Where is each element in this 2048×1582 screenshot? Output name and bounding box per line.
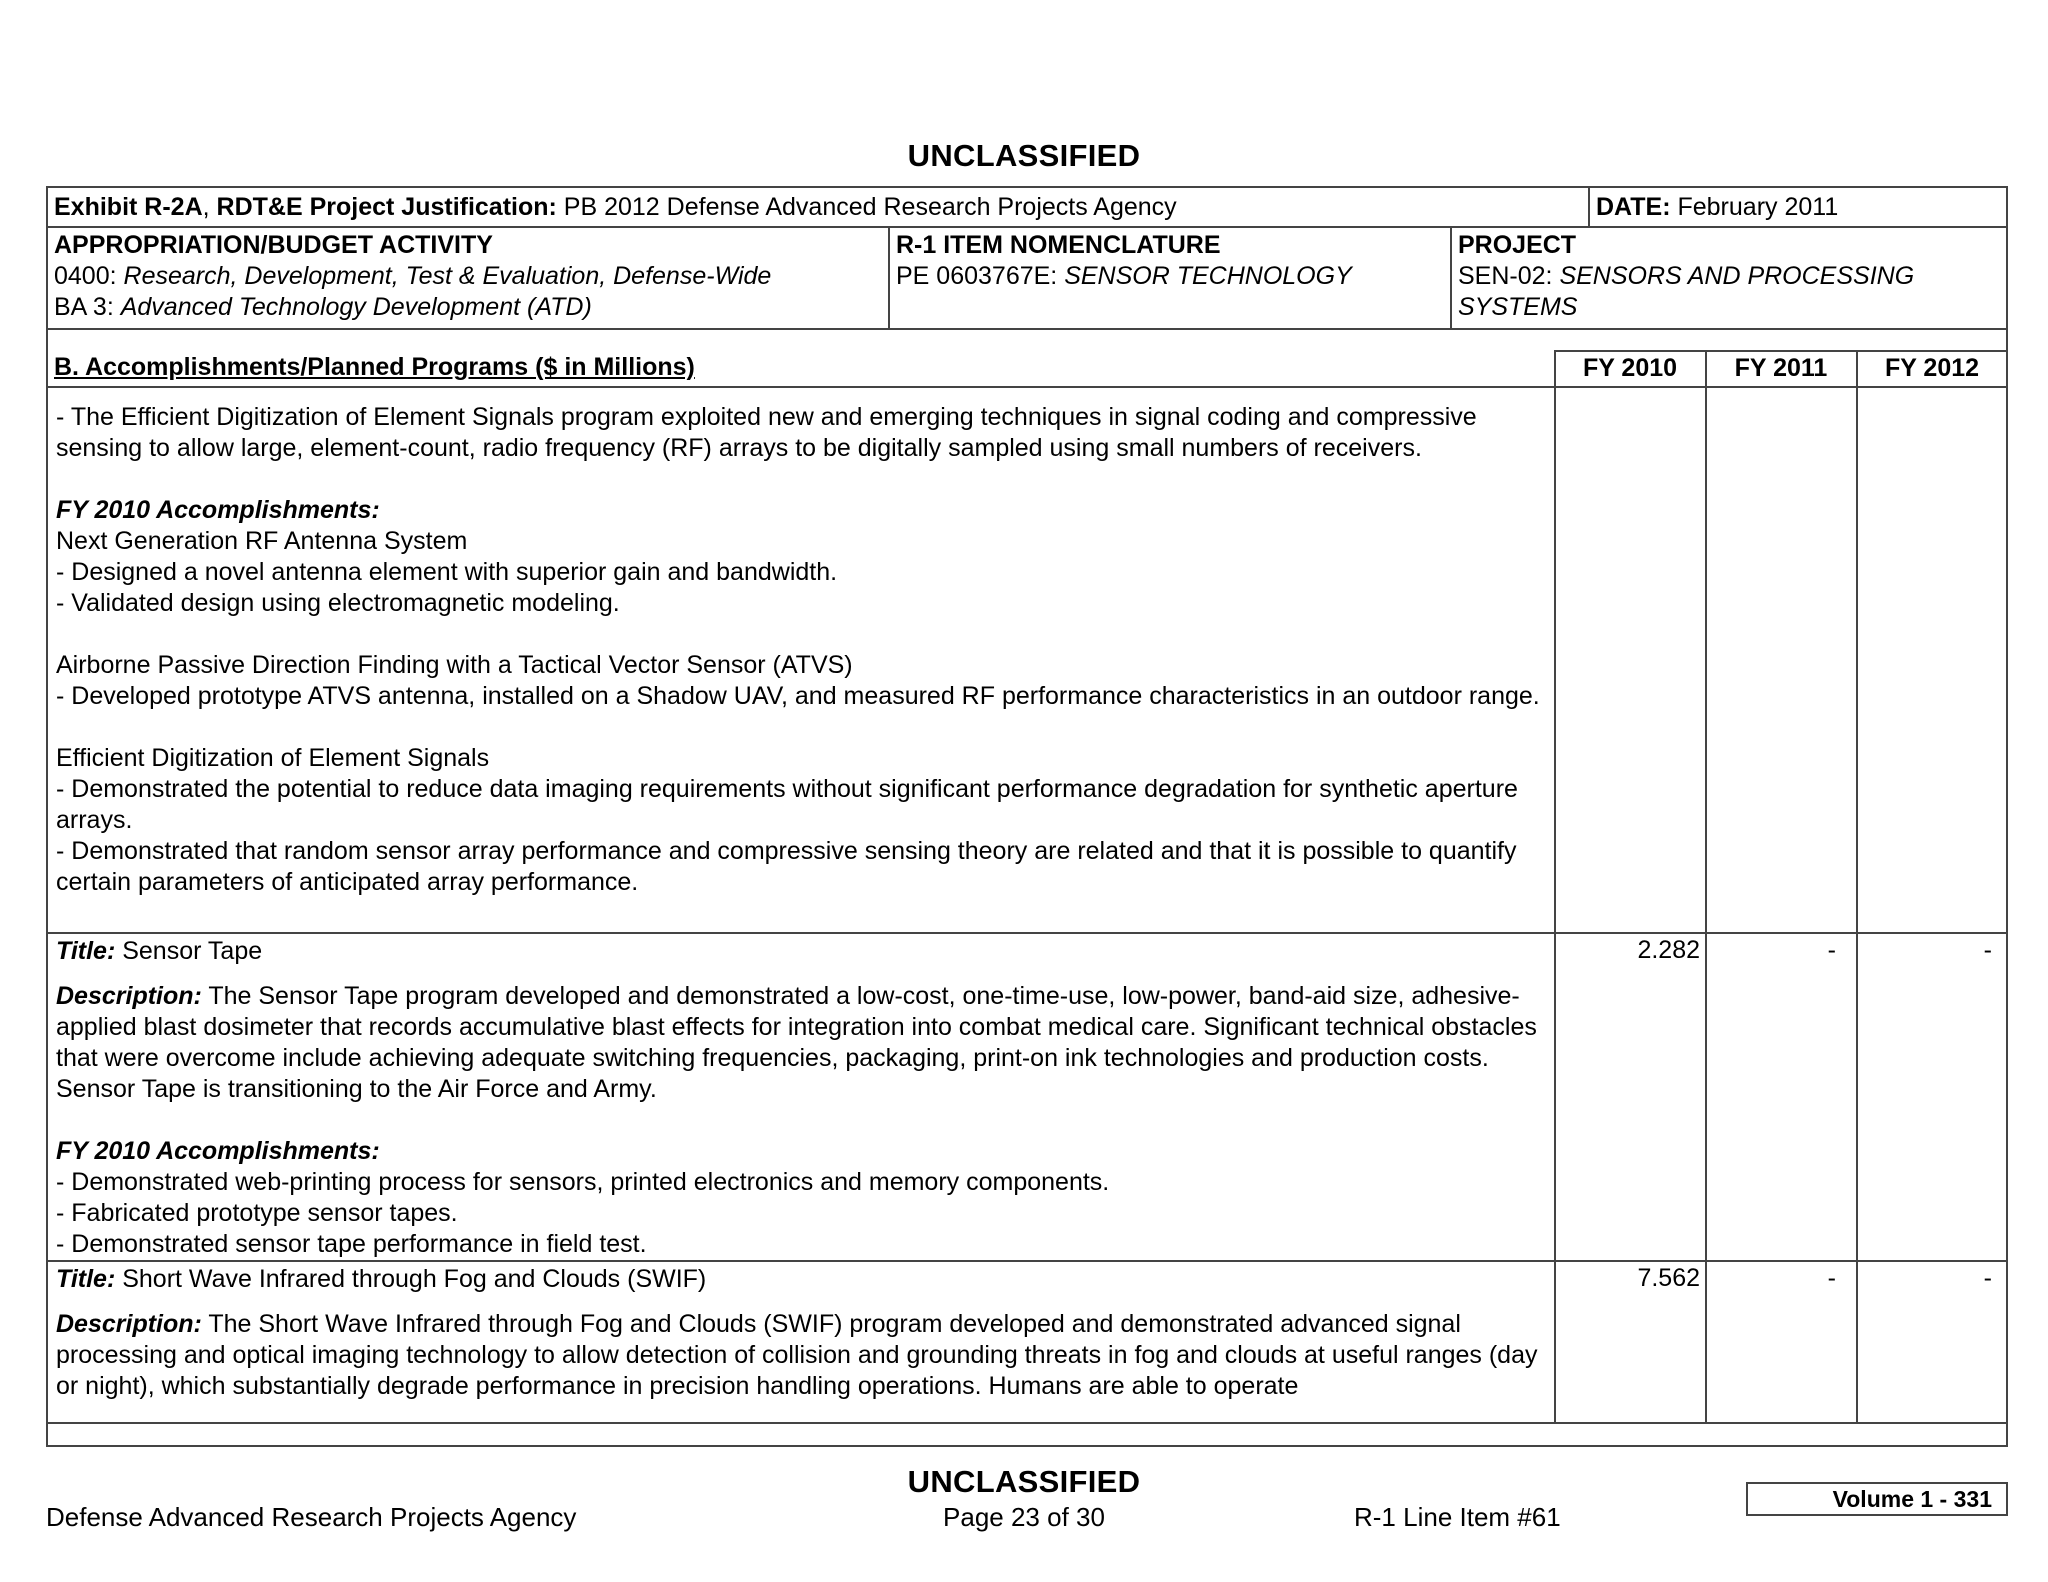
block1-acc-heading: FY 2010 Accomplishments: [56, 496, 380, 524]
block1-sub2-title: Airborne Passive Direction Finding with a Tactical Vector Sensor (ATVS) [56, 651, 853, 679]
footer-line-item: R-1 Line Item #61 [1354, 1502, 1561, 1532]
section-title: B. Accomplishments/Planned Programs ($ in Millions) [54, 353, 695, 381]
fy2012-header: FY 2012 [1884, 354, 1980, 382]
block3-title: Title: Short Wave Infrared through Fog and Clouds (SWIF) [56, 1265, 707, 1293]
appropriation-cell: APPROPRIATION/BUDGET ACTIVITY 0400: Research, Development, Test & Evaluation, Defense-Wide BA 3: Advanced Technology Development (ATD) [54, 231, 772, 321]
block2-acc-heading: FY 2010 Accomplishments: [56, 1137, 380, 1165]
exhibit-title: Exhibit R-2A, RDT&E Project Justification: PB 2012 Defense Advanced Research Projects Agency [54, 193, 1177, 221]
block1-text [56, 402, 1546, 898]
block3-fy2011: - [1827, 1264, 1836, 1292]
list-item: - Demonstrated web-printing process for sensors, printed electronics and memory components. [56, 1168, 1110, 1196]
footer-agency: Defense Advanced Research Projects Agency [46, 1502, 577, 1532]
classification-top: UNCLASSIFIED [907, 138, 1141, 173]
list-item: - Designed a novel antenna element with superior gain and bandwidth. [56, 558, 838, 586]
nomenclature-cell: R-1 ITEM NOMENCLATURE PE 0603767E: SENSOR TECHNOLOGY [896, 231, 1352, 290]
fy2011-header: FY 2011 [1734, 354, 1828, 382]
block2-description: Description: The Sensor Tape program developed and demonstrated a low-cost, one-time-use, low-power, band-aid size, adhesive-applied blast dosimeter that records accumulative blast effects for integration into combat medical care. Significant technical obstacles that were overcome include achieving adequate switching frequencies, packaging, print-on ink technologies and production costs. Sensor Tape is transitioning to the Air Force and Army. [56, 982, 1537, 1103]
block3-fy2010: 7.562 [1637, 1264, 1700, 1292]
footer-page-number: Page 23 of 30 [943, 1502, 1105, 1532]
block2-fy2012: - [1983, 936, 1992, 964]
classification-bottom: UNCLASSIFIED [907, 1464, 1141, 1499]
block3-text [56, 1264, 1546, 1402]
list-item: - Demonstrated sensor tape performance in field test. [56, 1230, 647, 1258]
block2-text [56, 936, 1546, 1260]
list-item: - Demonstrated the potential to reduce data imaging requirements without significant performance degradation for synthetic aperture arrays. [56, 775, 1518, 834]
block3-description: Description: The Short Wave Infrared through Fog and Clouds (SWIF) program developed and demonstrated advanced signal processing and optical imaging technology to allow detection of collision and grounding threats in fog and clouds at useful ranges (day or night), which substantially degrade performance in precision handling operations. Humans are able to operate [56, 1310, 1538, 1400]
exhibit-header-row [46, 186, 2008, 228]
fy2010-header: FY 2010 [1582, 354, 1678, 382]
block2-fy2011: - [1827, 936, 1836, 964]
block2-title: Title: Sensor Tape [56, 937, 263, 965]
list-item: - Developed prototype ATVS antenna, installed on a Shadow UAV, and measured RF performance characteristics in an outdoor range. [56, 682, 1540, 710]
list-item: - Validated design using electromagnetic modeling. [56, 589, 620, 617]
program-info-row [46, 226, 2008, 330]
project-cell: PROJECT SEN-02: SENSORS AND PROCESSING SYSTEMS [1458, 231, 1915, 321]
list-item: - Fabricated prototype sensor tapes. [56, 1199, 458, 1227]
block1-sub3-title: Efficient Digitization of Element Signals [56, 744, 490, 772]
volume-box: Volume 1 - 331 [1746, 1482, 2008, 1516]
block1-sub1-title: Next Generation RF Antenna System [56, 527, 468, 555]
date-field: DATE: February 2011 [1596, 193, 1839, 221]
block1-intro: - The Efficient Digitization of Element Signals program exploited new and emerging techniques in signal coding and compressive sensing to allow large, element-count, radio frequency (RF) arrays to be digitally sampled using small numbers of receivers. [56, 403, 1477, 462]
list-item: - Demonstrated that random sensor array performance and compressive sensing theory are related and that it is possible to quantify certain parameters of anticipated array performance. [56, 837, 1517, 896]
block2-fy2010: 2.282 [1637, 936, 1700, 964]
block3-fy2012: - [1983, 1264, 1992, 1292]
